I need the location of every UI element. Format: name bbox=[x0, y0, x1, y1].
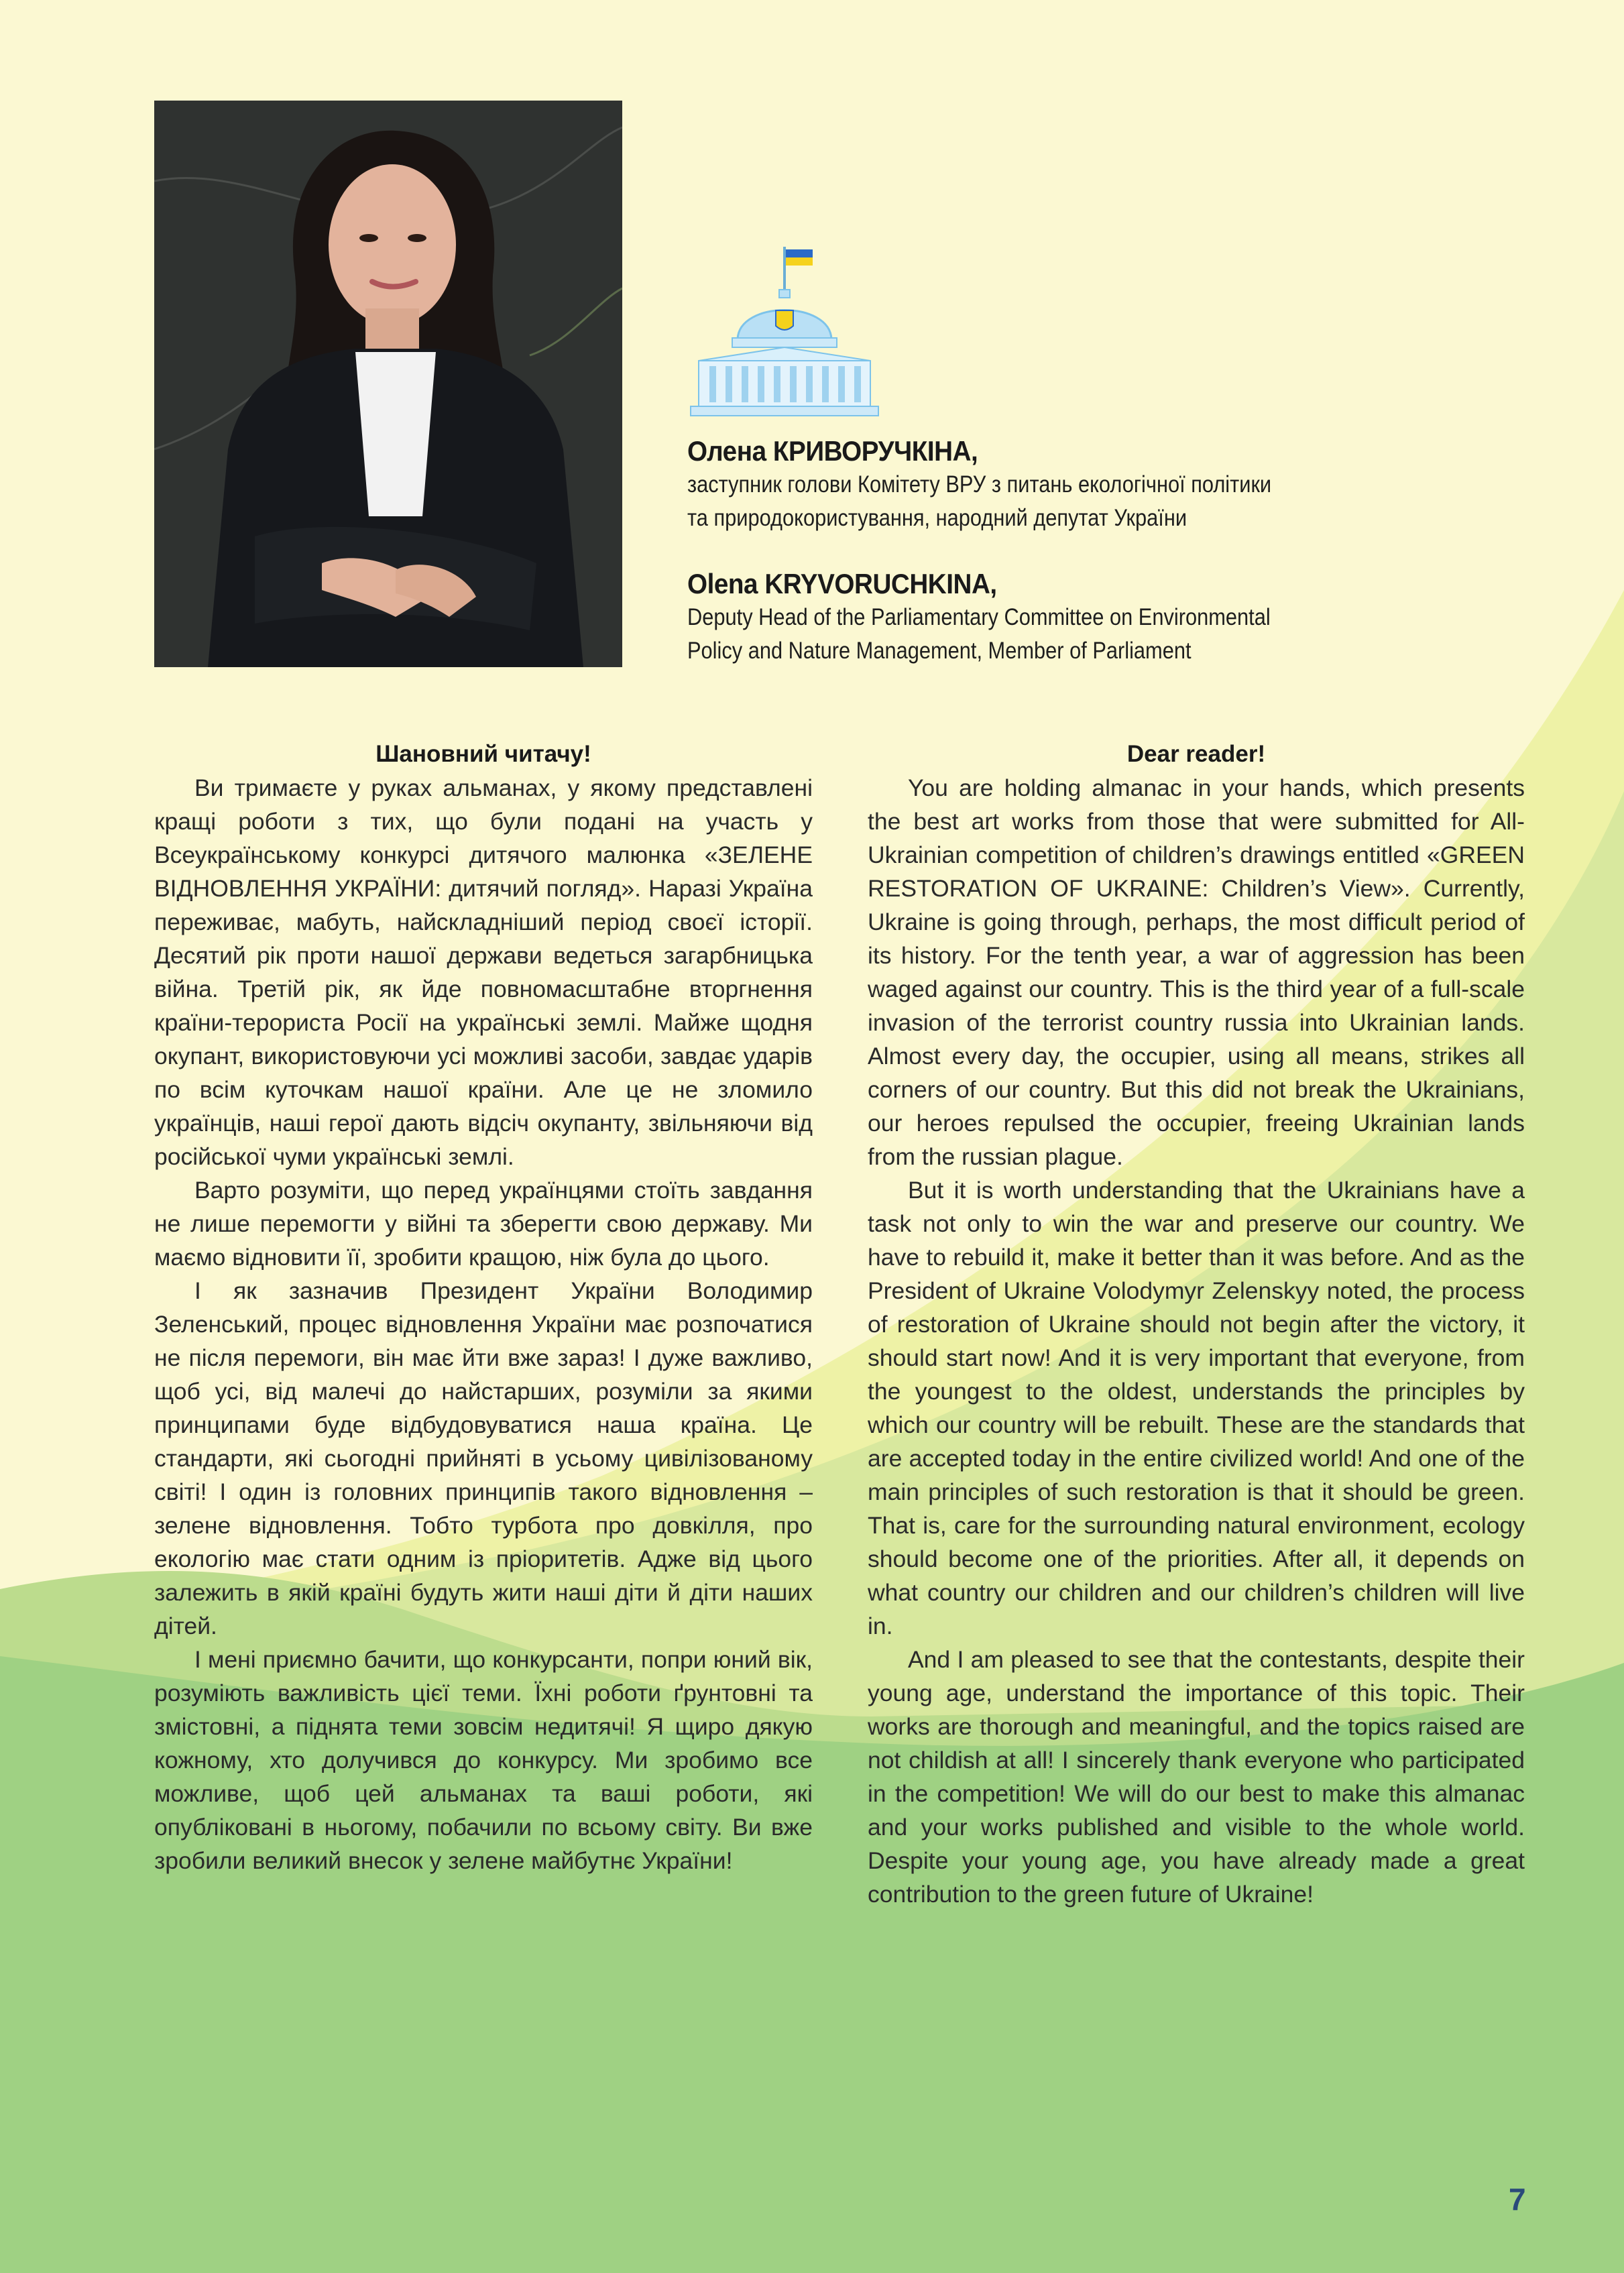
letter-paragraph-en: But it is worth understanding that the Ukrainians have a task not only to win the war and preserve our country. We have to rebuild it, make it better than it was before. And as the President of Ukraine Volodymyr Zelenskyy noted, the process of restoration of Ukraine should not begin after the victory, it should start now! And it is very important that everyone, from the youngest to the oldest, understands the principles by which our country will be rebuilt. These are the standards that are accepted today in the entire civilized world! And one of the main principles of such restoration is that it should be green. That is, care for the surrounding natural environment, ecology should become one of the priorities. After all, it depends on what country our children and our children’s children will live in. bbox=[868, 1177, 1525, 1639]
author-name-ua: Олена КРИВОРУЧКІНА, bbox=[687, 435, 978, 467]
letter-paragraph-ua: І мені приємно бачити, що конкурсанти, попри юний вік, розуміють важливість цієї теми. Їхні роботи ґрунтовні та змістовні, а піднята теми зовсім недитячі! Я щиро дякую кожному, хто долучився до конкурсу. Ми зробимо все можливе, щоб цей альманах та ваші роботи, які опубліковані в ньогому, побачили по всьому світу. Ви вже зробили великий внесок у зелене майбутнє України! bbox=[154, 1646, 813, 1874]
author-title-en-line2: Policy and Nature Management, Member of Parliament bbox=[687, 638, 1192, 664]
author-identity-ua bbox=[687, 434, 1425, 535]
author-title-ua-line2: та природокористування, народний депутат України bbox=[687, 505, 1187, 531]
letter-heading-en: Dear reader! bbox=[1126, 741, 1266, 767]
author-title-ua-line1: заступник голови Комітету ВРУ з питань екологічної політики bbox=[687, 471, 1272, 498]
letter-heading-ua: Шановний читачу! bbox=[375, 741, 591, 767]
portrait-photo bbox=[154, 101, 622, 667]
letter-paragraph-ua: Ви тримаєте у руках альманах, у якому представлені кращі роботи з тих, що були подані на участь у Всеукраїнському конкурсі дитячого малюнка «ЗЕЛЕНЕ ВІДНОВЛЕННЯ УКРАЇНИ: дитячий погляд». Наразі Україна переживає, мабуть, найскладніший період своєї історії. Десятий рік проти нашої держави ведеться загарбницька війна. Третій рік, як йде повномасштабне вторгнення країни-терориста Росії на українські землі. Майже щодня окупант, використовуючи усі можливі засоби, завдає ударів по всім куточкам нашої країни. Але це не зломило українців, наші герої дають відсіч окупанту, звільняючи від російської чуми українські землі. bbox=[154, 774, 813, 1170]
verkhovna-rada-building-icon bbox=[685, 247, 884, 420]
letter-paragraph-ua: Варто розуміти, що перед українцями стоїть завдання не лише перемогти у війні та зберегти свою державу. Ми маємо відновити її, зробити кращою, ніж була до цього. bbox=[154, 1177, 813, 1271]
letter-paragraph-en: And I am pleased to see that the contestants, despite their young age, understand the importance of this topic. Their works are thorough and meaningful, and the topics raised are not childish at all! I sincerely thank everyone who participated in the competition! We will do our best to make this almanac and your works published and visible to the whole world. Despite your young age, you have already made a great contribution to the green future of Ukraine! bbox=[868, 1646, 1525, 1908]
letter-paragraph-en: You are holding almanac in your hands, which presents the best art works from those that were submitted for All-Ukrainian competition of children’s drawings entitled «GREEN RESTORATION OF UKRAINE: Children’s View». Currently, Ukraine is going through, perhaps, the most difficult period of its history. For the tenth year, a war of aggression has been waged against our country. This is the third year of a full-scale invasion of the terrorist country russia into Ukrainian lands. Almost every day, the occupier, using all means, strikes all corners of our country. But this did not break the Ukrainians, our heroes repulsed the occupier, freeing Ukrainian lands from the russian plague. bbox=[868, 774, 1525, 1170]
page-number: 7 bbox=[1509, 2182, 1526, 2217]
letter-column-ua bbox=[154, 738, 813, 1877]
author-identity-en bbox=[687, 567, 1425, 668]
author-title-en-line1: Deputy Head of the Parliamentary Committee on Environmental bbox=[687, 604, 1271, 630]
letter-paragraph-ua: І як зазначив Президент України Володимир Зеленський, процес відновлення України має розпочатися не після перемоги, він має йти вже зараз! І дуже важливо, щоб усі, від малечі до найстарших, розуміли за якими принципами буде відбудовуватися наша країна. Це стандарти, які сьогодні прийняті в усьому цивілізованому світі! І один із головних принципів такого відновлення – зелене відновлення. Тобто турбота про довкілля, про екологію має стати одним із пріоритетів. Адже від цього залежить в якій країні будуть жити наші діти й діти наших дітей. bbox=[154, 1277, 813, 1639]
author-name-en: Olena KRYVORUCHKINA, bbox=[687, 568, 997, 599]
letter-column-en bbox=[868, 738, 1525, 1911]
